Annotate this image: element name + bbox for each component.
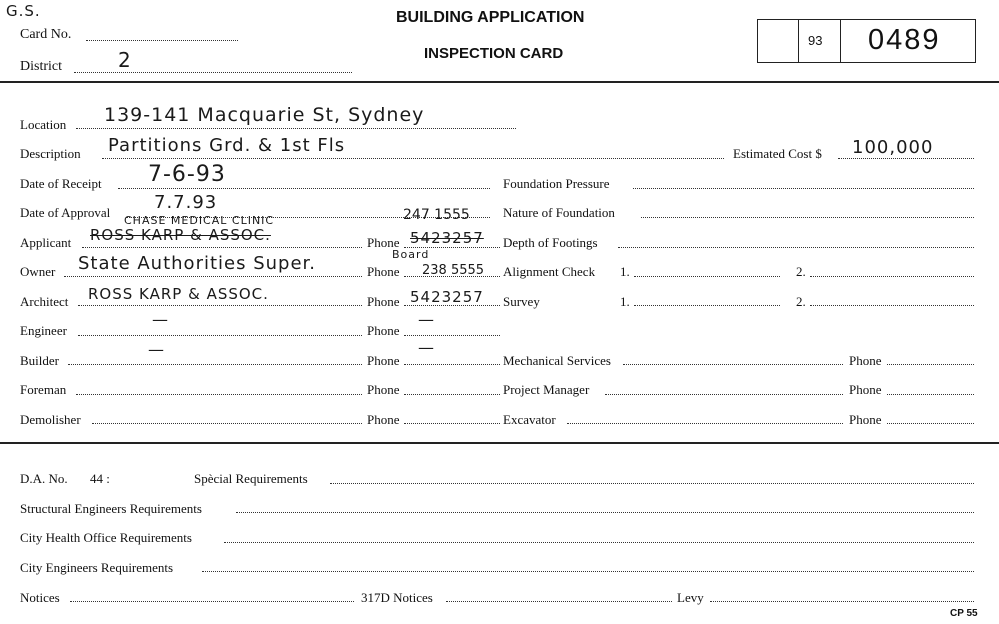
estimated-cost-field[interactable] bbox=[838, 158, 974, 159]
depth-footings-field[interactable] bbox=[618, 247, 974, 248]
box-number: 0489 bbox=[868, 24, 941, 56]
location-value: 139-141 Macquarie St, Sydney bbox=[104, 104, 425, 126]
owner-phone-value: 238 5555 bbox=[422, 263, 485, 278]
project-manager-phone-field[interactable] bbox=[887, 394, 974, 395]
demolisher-phone-label: Phone bbox=[367, 412, 400, 427]
date-receipt-label: Date of Receipt bbox=[20, 176, 102, 191]
applicant-phone-label: Phone bbox=[367, 235, 400, 250]
card-number-box bbox=[757, 19, 976, 63]
health-field[interactable] bbox=[224, 542, 974, 543]
district-value: 2 bbox=[118, 48, 132, 72]
project-manager-label: Project Manager bbox=[503, 382, 590, 397]
owner-value: State Authorities Super. bbox=[78, 253, 317, 274]
notices-label: Notices bbox=[20, 590, 60, 605]
approval-phone-note: 247 1555 bbox=[403, 207, 470, 223]
owner-phone-label: Phone bbox=[367, 264, 400, 279]
engineer-label: Engineer bbox=[20, 323, 67, 338]
card-no-field[interactable] bbox=[86, 40, 238, 41]
nature-foundation-label: Nature of Foundation bbox=[503, 205, 615, 220]
applicant-field[interactable] bbox=[82, 247, 362, 248]
survey-num2: 2. bbox=[796, 294, 806, 309]
description-value: Partitions Grd. & 1st Fls bbox=[108, 135, 346, 156]
city-engineers-field[interactable] bbox=[202, 571, 974, 572]
estimated-cost-value: 100,000 bbox=[852, 137, 934, 158]
mechanical-field[interactable] bbox=[623, 364, 843, 365]
survey-field-1[interactable] bbox=[634, 305, 780, 306]
excavator-phone-label: Phone bbox=[849, 412, 882, 427]
engineer-field[interactable] bbox=[78, 335, 362, 336]
mechanical-phone-label: Phone bbox=[849, 353, 882, 368]
form-code: CP 55 bbox=[950, 608, 978, 619]
levy-label: Levy bbox=[677, 590, 704, 605]
foundation-pressure-field[interactable] bbox=[633, 188, 974, 189]
location-field[interactable] bbox=[76, 128, 516, 129]
builder-phone-label: Phone bbox=[367, 353, 400, 368]
project-manager-phone-label: Phone bbox=[849, 382, 882, 397]
survey-label: Survey bbox=[503, 294, 540, 309]
owner-label: Owner bbox=[20, 264, 56, 279]
corner-note: G.S. bbox=[6, 2, 41, 20]
engineer-phone-label: Phone bbox=[367, 323, 400, 338]
owner-value-note: Board bbox=[392, 248, 430, 261]
levy-field[interactable] bbox=[710, 601, 974, 602]
district-label: District bbox=[20, 59, 62, 74]
title-line-2: INSPECTION CARD bbox=[424, 45, 564, 62]
architect-field[interactable] bbox=[78, 305, 362, 306]
builder-value: — bbox=[148, 340, 165, 359]
district-field[interactable] bbox=[74, 72, 352, 73]
alignment-field-2[interactable] bbox=[810, 276, 974, 277]
applicant-value-above: CHASE MEDICAL CLINIC bbox=[124, 214, 275, 227]
date-approval-value: 7.7.93 bbox=[154, 192, 218, 213]
description-label: Description bbox=[20, 146, 81, 161]
title-line-1: BUILDING APPLICATION bbox=[396, 9, 585, 26]
estimated-cost-label: Estimated Cost $ bbox=[733, 146, 822, 161]
middle-divider bbox=[0, 442, 999, 444]
card-no-label: Card No. bbox=[20, 27, 72, 42]
notices-317d-label: 317D Notices bbox=[361, 590, 433, 605]
engineer-phone-field[interactable] bbox=[404, 335, 500, 336]
applicant-value-struck: ROSS KARP & ASSOC. bbox=[90, 226, 271, 244]
structural-label: Structural Engineers Requirements bbox=[20, 501, 202, 516]
health-label: City Health Office Requirements bbox=[20, 530, 192, 545]
da-no-value: 44 : bbox=[90, 471, 110, 486]
architect-phone-value: 5423257 bbox=[410, 288, 484, 306]
builder-field[interactable] bbox=[68, 364, 362, 365]
structural-field[interactable] bbox=[236, 512, 974, 513]
survey-num1: 1. bbox=[620, 294, 630, 309]
foundation-pressure-label: Foundation Pressure bbox=[503, 176, 610, 191]
date-receipt-field[interactable] bbox=[118, 188, 490, 189]
demolisher-label: Demolisher bbox=[20, 412, 81, 427]
demolisher-phone-field[interactable] bbox=[404, 423, 500, 424]
city-engineers-label: City Engineers Requirements bbox=[20, 560, 174, 575]
excavator-label: Excavator bbox=[503, 412, 556, 427]
demolisher-field[interactable] bbox=[92, 423, 362, 424]
box-code: 93 bbox=[808, 33, 823, 48]
engineer-phone-value: — bbox=[418, 310, 435, 329]
depth-footings-label: Depth of Footings bbox=[503, 235, 598, 250]
da-no-label: D.A. No. bbox=[20, 471, 68, 486]
nature-foundation-field[interactable] bbox=[641, 217, 974, 218]
excavator-phone-field[interactable] bbox=[887, 423, 974, 424]
alignment-num2: 2. bbox=[796, 264, 806, 279]
alignment-num1: 1. bbox=[620, 264, 630, 279]
notices-field[interactable] bbox=[70, 601, 354, 602]
mechanical-phone-field[interactable] bbox=[887, 364, 974, 365]
top-divider bbox=[0, 81, 999, 83]
survey-field-2[interactable] bbox=[810, 305, 974, 306]
project-manager-field[interactable] bbox=[605, 394, 843, 395]
foreman-phone-label: Phone bbox=[367, 382, 400, 397]
date-receipt-value: 7-6-93 bbox=[148, 162, 226, 187]
alignment-check-label: Alignment Check bbox=[503, 264, 596, 279]
foreman-phone-field[interactable] bbox=[404, 394, 500, 395]
architect-label: Architect bbox=[20, 294, 69, 309]
mechanical-label: Mechanical Services bbox=[503, 353, 611, 368]
notices-317d-field[interactable] bbox=[446, 601, 672, 602]
special-requirements-label: Spècial Requirements bbox=[194, 471, 308, 486]
builder-phone-field[interactable] bbox=[404, 364, 500, 365]
location-label: Location bbox=[20, 117, 67, 132]
applicant-label: Applicant bbox=[20, 235, 72, 250]
description-field[interactable] bbox=[102, 158, 724, 159]
foreman-label: Foreman bbox=[20, 382, 67, 397]
engineer-value: — bbox=[152, 310, 169, 329]
owner-field[interactable] bbox=[64, 276, 362, 277]
builder-phone-value: — bbox=[418, 338, 435, 357]
date-approval-label: Date of Approval bbox=[20, 205, 111, 220]
architect-phone-label: Phone bbox=[367, 294, 400, 309]
alignment-field-1[interactable] bbox=[634, 276, 780, 277]
foreman-field[interactable] bbox=[76, 394, 362, 395]
architect-value: ROSS KARP & ASSOC. bbox=[88, 285, 269, 303]
special-requirements-field[interactable] bbox=[330, 483, 974, 484]
applicant-phone-value: 5423257 bbox=[410, 229, 484, 247]
builder-label: Builder bbox=[20, 353, 59, 368]
excavator-field[interactable] bbox=[567, 423, 843, 424]
